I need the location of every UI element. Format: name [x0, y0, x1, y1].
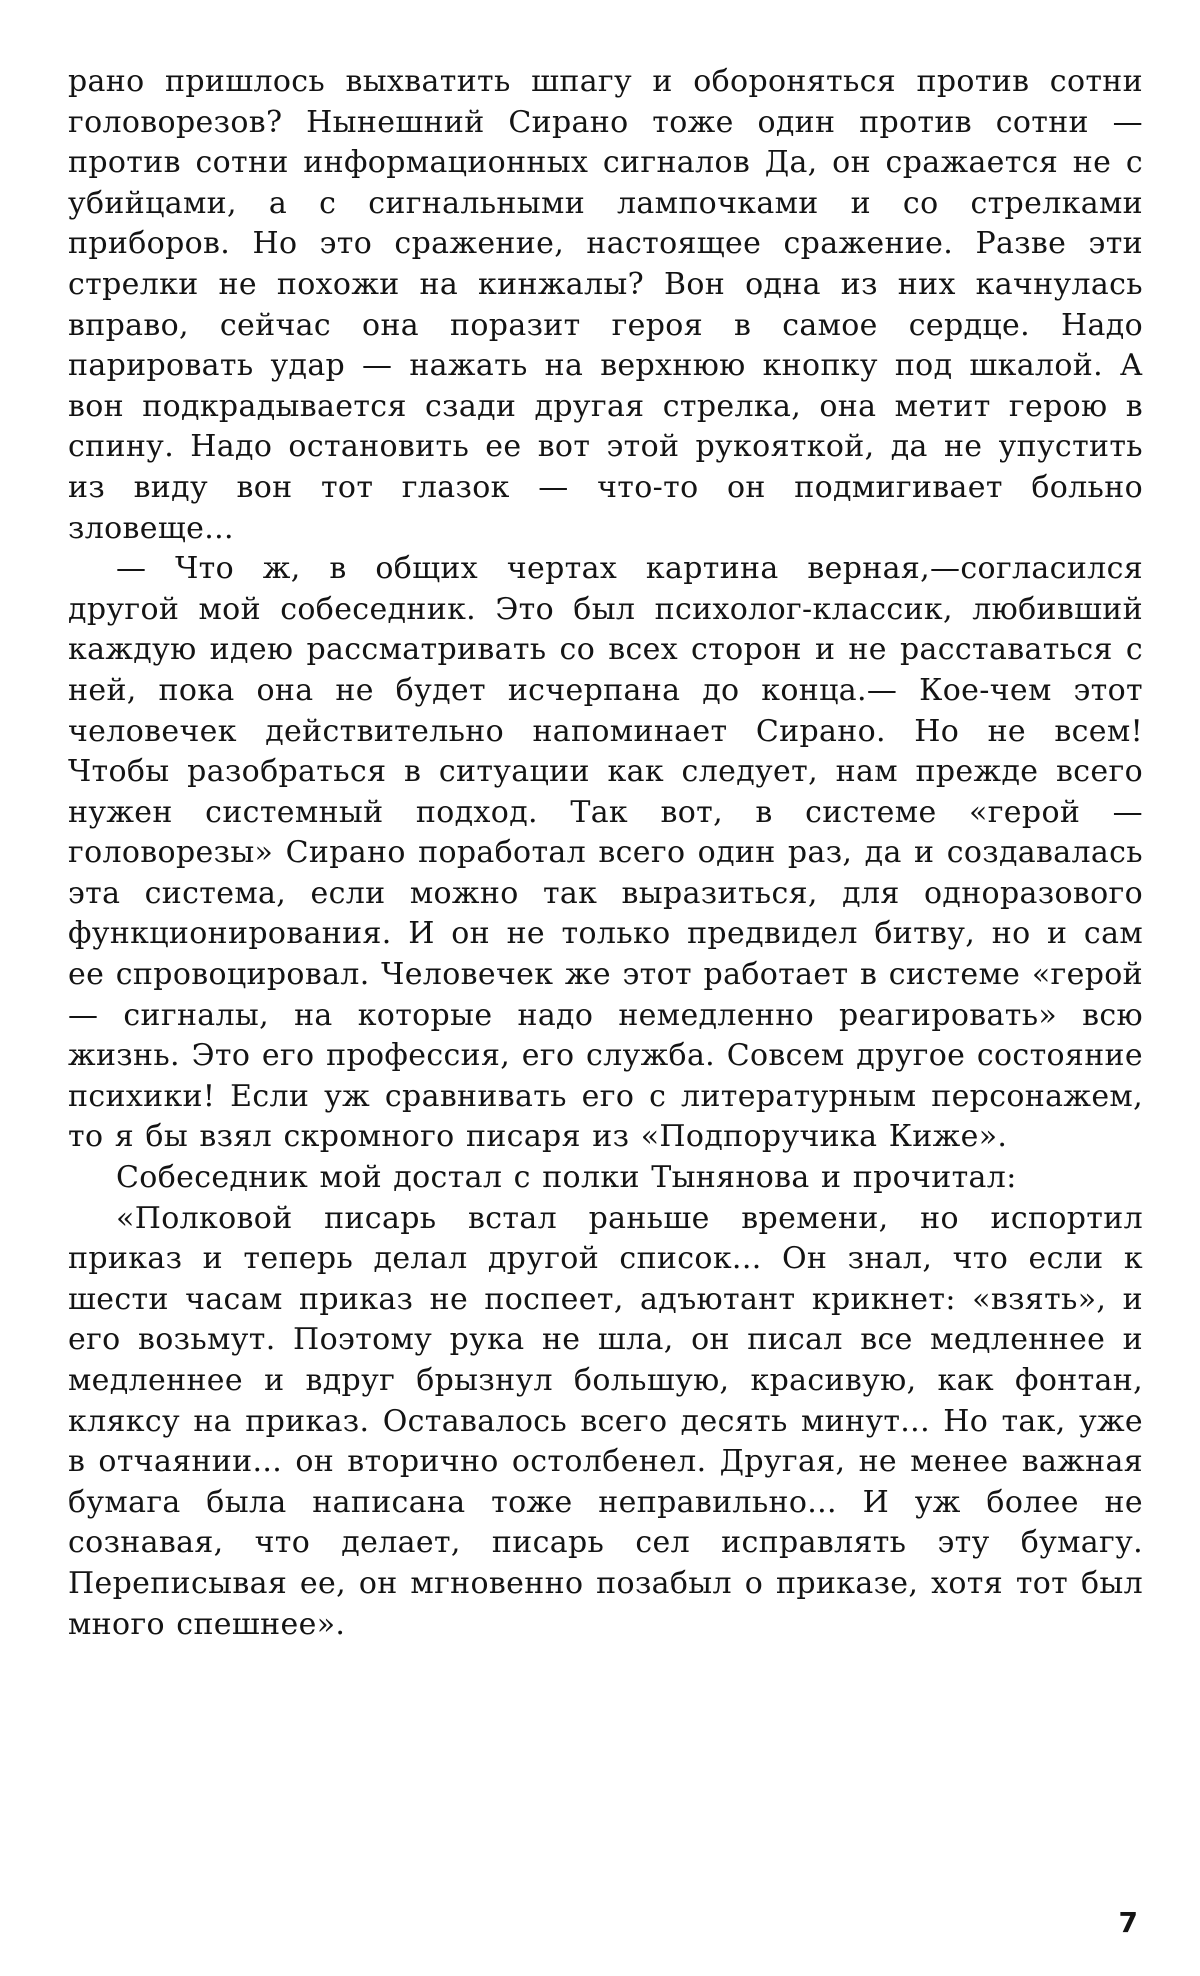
paragraph-2: — Что ж, в общих чертах картина верная,—согласился другой мой собеседник. Это был психолог-классик, любивший каждую идею рассматривать со всех сторон и не расставаться с ней, пока она не будет исчерпана до конца.— Кое-чем этот человечек действительно напоминает Сирано. Но не всем! Чтобы разобраться в ситуации как следует, нам прежде всего нужен системный подход. Так вот, в системе «герой — головорезы» Сирано поработал всего один раз, да и создавалась эта система, если можно так выразиться, для одноразового функционирования. И он не только предвидел битву, но и сам ее спровоцировал. Человечек же этот работает в системе «герой — сигналы, на которые надо немедленно реагировать» всю жизнь. Это его профессия, его служба. Совсем другое состояние психики! Если уж сравнивать его с литературным персонажем, то я бы взял скромного писаря из «Подпоручика Киже». — [68, 551, 1143, 1155]
page-number: 7 — [1118, 1906, 1138, 1939]
paragraph-3: Собеседник мой достал с полки Тынянова и прочитал: — [116, 1160, 1017, 1196]
paragraph-1: рано пришлось выхватить шпагу и обороняться против сотни головорезов? Нынешний Сирано тоже один против сотни — против сотни информационных сигналов Да, он сражается не с убийцами, а с сигнальными лампочками и со стрелками приборов. Но это сражение, настоящее сражение. Разве эти стрелки не похожи на кинжалы? Вон одна из них качнулась вправо, сейчас она поразит героя в самое сердце. Надо парировать удар — нажать на верхнюю кнопку под шкалой. А вон подкрадывается сзади другая стрелка, она метит герою в спину. Надо остановить ее вот этой рукояткой, да не упустить из виду вон тот глазок — что-то он подмигивает больно зловеще... — [68, 64, 1143, 546]
paragraph-4: «Полковой писарь встал раньше времени, но испортил приказ и теперь делал другой список... Он знал, что если к шести часам приказ не поспеет, адъютант крикнет: «взять», и его возьмут. Поэтому рука не шла, он писал все медленнее и медленнее и вдруг брызнул большую, красивую, как фонтан, кляксу на приказ. Оставалось всего десять минут... Но так, уже в отчаянии... он вторично остолбенел. Другая, не менее важная бумага была написана тоже неправильно... И уж более не сознавая, что делает, писарь сел исправлять эту бумагу. Переписывая ее, он мгновенно позабыл о приказе, хотя тот был много спешнее». — [68, 1200, 1143, 1642]
page-body — [68, 62, 1143, 1645]
